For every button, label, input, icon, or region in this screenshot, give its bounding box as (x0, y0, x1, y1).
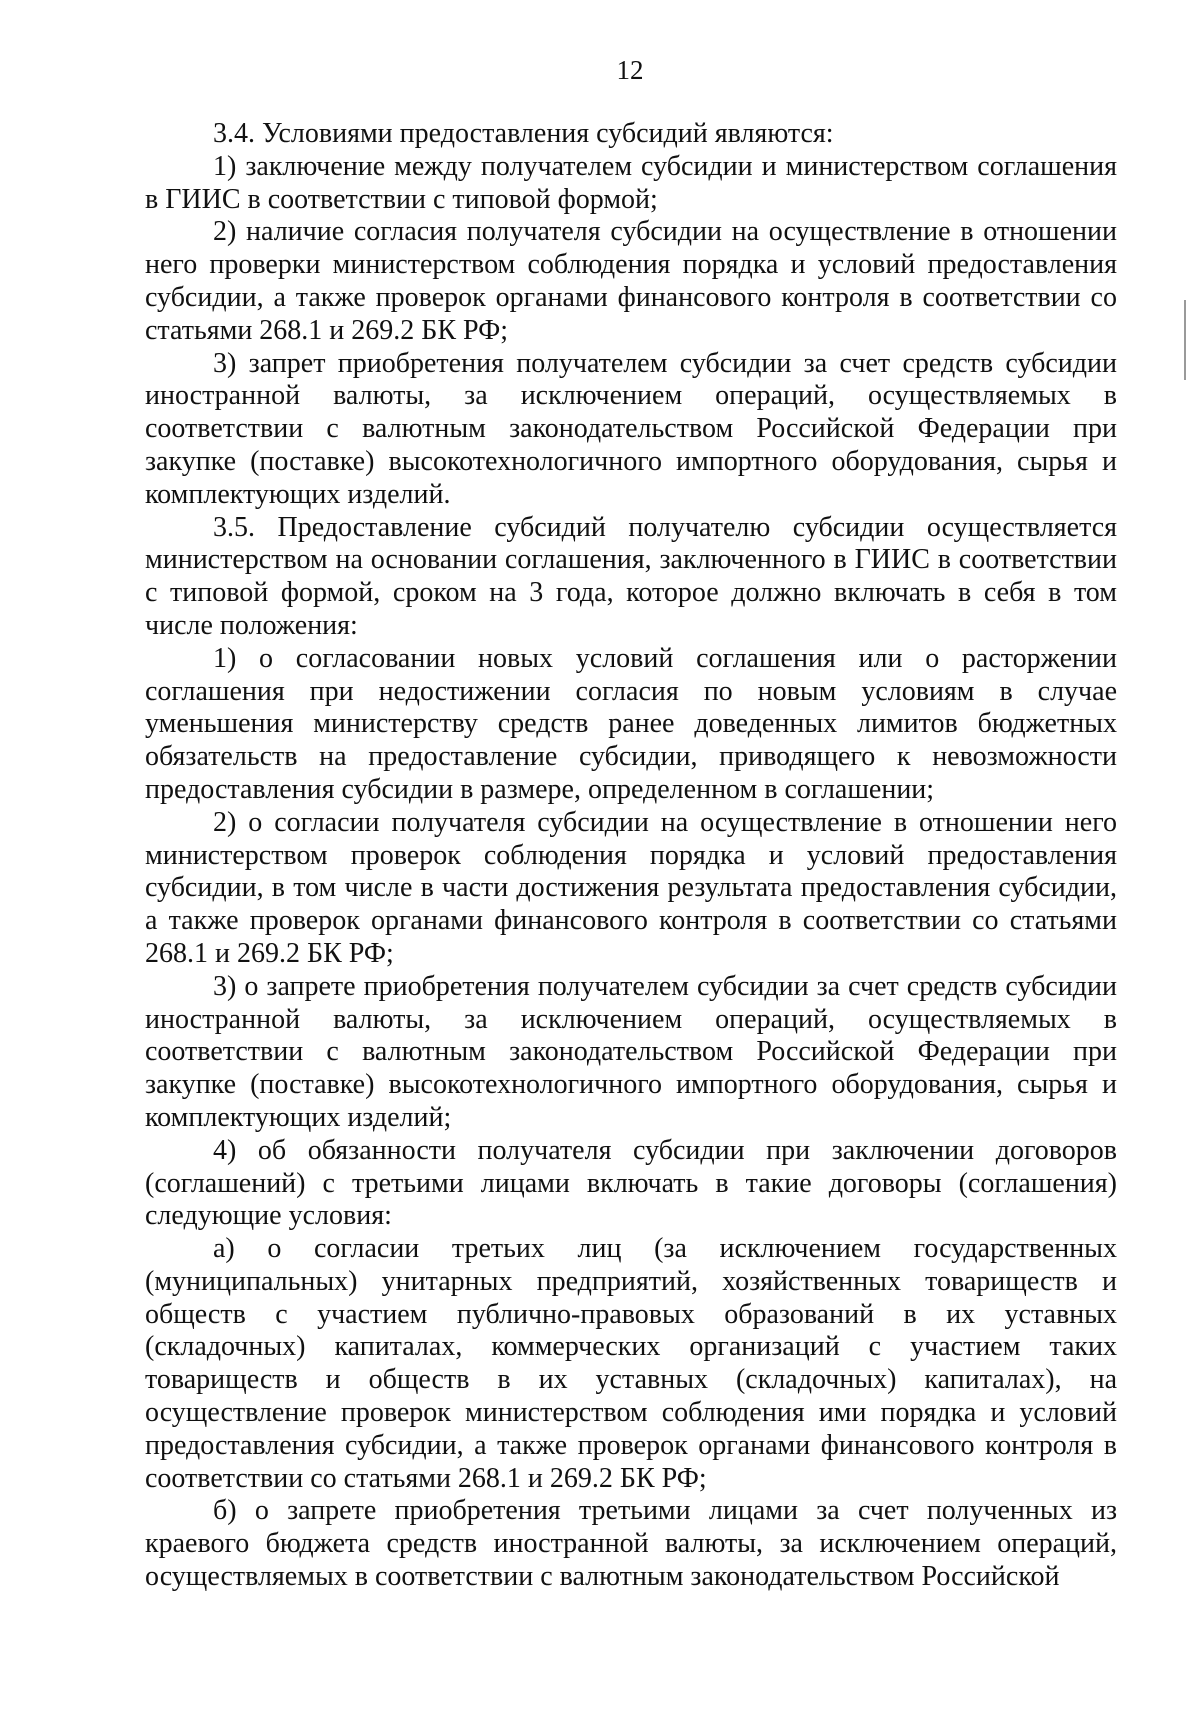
provision-1-paragraph: 1) о согласовании новых условий соглашения или о расторжении соглашения при недостижении согласия по новым условиям в случае уменьшения министерству средств ранее доведенных лимитов бюджетных обязательств на предоставление субсидии, приводящего к невозможности предоставления субсидии в размере, определенном в соглашении; (145, 642, 1117, 805)
section-3-4-heading: 3.4. Условиями предоставления субсидий являются: (213, 118, 834, 149)
document-body (145, 118, 1117, 1594)
subitem-a-paragraph: а) о согласии третьих лиц (за исключением государственных (муниципальных) унитарных предприятий, хозяйственных товариществ и обществ с участием публично-правовых образований в их уставных (складочных) капиталах, коммерческих организаций с участием таких товариществ и обществ в их уставных (складочных) капиталах), на осуществление проверок министерством соблюдения ими порядка и условий предоставления субсидии, а также проверок органами финансового контроля в соответствии со статьями 268.1 и 269.2 БК РФ; (145, 1233, 1117, 1494)
section-3-5-paragraph: 3.5. Предоставление субсидий получателю субсидии осуществляется министерством на основании соглашения, заключенного в ГИИС в соответствии с типовой формой, сроком на 3 года, которое должно включать в себя в том числе положения: (145, 511, 1117, 641)
provision-4-paragraph: 4) об обязанности получателя субсидии при заключении договоров (соглашений) с третьими лицами включать в такие договоры (соглашения) следующие условия: (145, 1134, 1117, 1232)
condition-1-paragraph: 1) заключение между получателем субсидии и министерством соглашения в ГИИС в соответствии с типовой формой; (145, 150, 1117, 215)
provision-2-paragraph: 2) о согласии получателя субсидии на осуществление в отношении него министерством проверок соблюдения порядка и условий предоставления субсидии, в том числе в части достижения результата предоставления субсидии, а также проверок органами финансового контроля в соответствии со статьями 268.1 и 269.2 БК РФ; (145, 806, 1117, 969)
condition-2-paragraph: 2) наличие согласия получателя субсидии на осуществление в отношении него проверки министерством соблюдения порядка и условий предоставления субсидии, а также проверок органами финансового контроля в соответствии со статьями 268.1 и 269.2 БК РФ; (145, 216, 1117, 346)
scan-artifact-mark (1184, 300, 1186, 380)
page-number: 12 (616, 55, 644, 85)
condition-3-paragraph: 3) запрет приобретения получателем субсидии за счет средств субсидии иностранной валюты, за исключением операций, осуществляемых в соответствии с валютным законодательством Российской Федерации при закупке (поставке) высокотехнологичного импортного оборудования, сырья и комплектующих изделий. (145, 347, 1117, 510)
subitem-b-paragraph: б) о запрете приобретения третьими лицами за счет полученных из краевого бюджета средств иностранной валюты, за исключением операций, осуществляемых в соответствии с валютным законодательством Российской (145, 1495, 1117, 1593)
provision-3-paragraph: 3) о запрете приобретения получателем субсидии за счет средств субсидии иностранной валюты, за исключением операций, осуществляемых в соответствии с валютным законодательством Российской Федерации при закупке (поставке) высокотехнологичного импортного оборудования, сырья и комплектующих изделий; (145, 970, 1117, 1133)
